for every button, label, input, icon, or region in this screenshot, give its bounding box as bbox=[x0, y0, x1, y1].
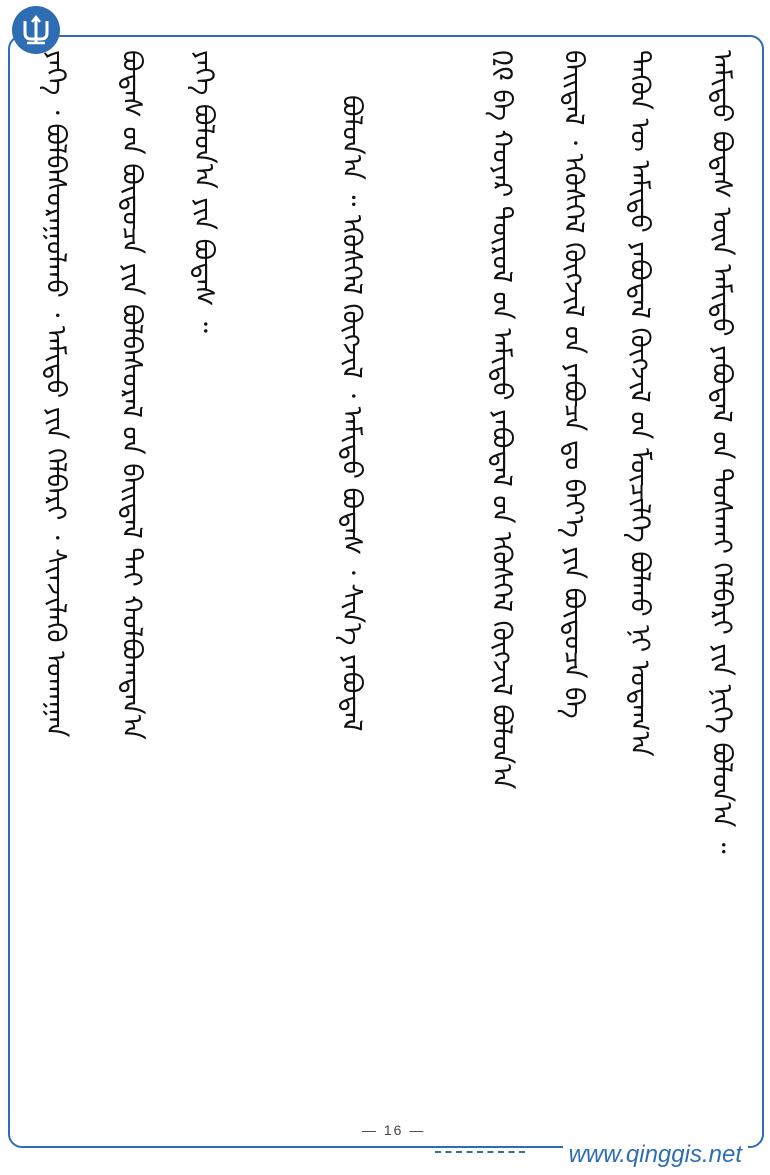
text-column: ᠒᠙ ᠪᠠ ᠬᠣᠶᠠᠷ ᠲᠦᠷᠦᠯ ᠦ᠋ᠨ ᠠᠮᠢᠳᠤ ᠶᠠᠪᠤᠳᠠᠯ ᠤ᠋ᠨ ᠡᠭᠦᠰᠭᠡᠯ ᠬᠥᠭᠵᠢᠯ ᠪᠣᠯᠤᠨ᠎ᠠ bbox=[486, 50, 517, 790]
trident-icon bbox=[19, 13, 53, 47]
text-column: ᠪᠣᠳᠠᠰ ᠤ᠋ᠨ ᠪᠦᠲᠦᠴᠡ ᠶᠢᠨ ᠪᠣᠯᠪᠠᠰᠤᠷᠠᠯ ᠤ᠋ᠨ ᠪᠠᠢᠳᠠᠯ ᠲᠠᠢ ᠬᠣᠯᠪᠣᠭᠳᠠᠨ᠎ᠠ bbox=[116, 50, 147, 740]
text-column: ᠶᠡᠬᠡ ᠪᠣᠯᠤᠨ᠎ᠠ ᠶᠢᠨ ᠪᠣᠳᠠᠰ ᠃ bbox=[188, 50, 219, 333]
site-url[interactable]: www.qinggis.net bbox=[563, 1141, 748, 1169]
page-number: — 16 — bbox=[362, 1122, 426, 1138]
site-logo-icon bbox=[12, 6, 60, 54]
footer-divider bbox=[435, 1151, 525, 1155]
text-column: ᠪᠠᠢᠳᠠᠯ ᠂ ᠡᠭᠦᠰᠭᠡᠯ ᠬᠥᠭᠵᠢᠯ ᠦ᠋ᠨ ᠶᠠᠪᠤᠴᠠ ᠳᠤ ᠪᠡᠶ᠎ᠡ ᠶᠢᠨ ᠪᠦᠲᠦᠴᠡ ᠪᠠ bbox=[558, 50, 589, 719]
text-column: ᠠᠮᠢᠳᠤ ᠪᠣᠳᠠᠰ ᠦᠨ ᠠᠮᠢᠳᠤ ᠶᠠᠪᠤᠳᠠᠯ ᠤ᠋ᠨ ᠲᠤᠰᠬᠠᠢ ᠬᠡᠯᠪᠡᠷᠢ ᠶᠢᠨ ᠨᠢᠭᠡ ᠪᠣᠯᠤᠨ᠎ᠠ ᠃ bbox=[706, 50, 737, 854]
text-column: ᠶᠡᠬᠡ ᠂ ᠪᠣᠯᠪᠠᠰᠤᠷᠠᠭᠤᠯᠬᠤ ᠂ ᠠᠮᠢᠳᠤ ᠶᠢᠨ ᠬᠡᠯᠪᠡᠷᠢ ᠂ ᠰᠢᠨᠵᠢᠯᠡᠬᠦ ᠤᠬᠠᠭᠠᠨ bbox=[40, 50, 71, 738]
text-column: ᠲᠡᠭᠦᠨ ᠦ ᠠᠮᠢᠳᠤ ᠶᠠᠪᠤᠳᠠᠯ ᠬᠥᠭᠵᠢᠯ ᠦ᠋ᠨ ᠮᠥᠴᠢᠯᠭᠡ ᠪᠣᠯᠬᠤ ᠨᠢ ᠤᠳᠠᠭ᠎ᠠ bbox=[624, 50, 655, 757]
text-column: ᠪᠣᠯᠤᠨ᠎ᠠ ᠃ ᠡᠭᠦᠰᠭᠡᠯ ᠬᠥᠭᠵᠢᠯ ᠂ ᠠᠮᠢᠳᠤ ᠪᠣᠳᠠᠰ ᠂ ᠰᠢᠨ᠎ᠡ ᠶᠠᠪᠤᠳᠠᠯ bbox=[336, 95, 367, 732]
